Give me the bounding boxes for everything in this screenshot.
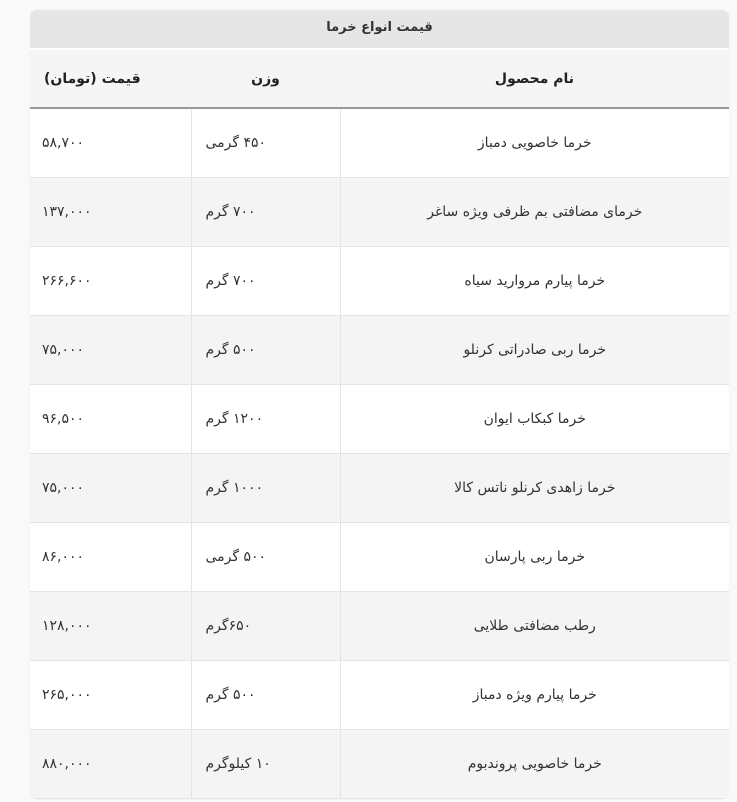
weight-value: ۵۰۰ گرمی <box>205 549 267 565</box>
price-cell: ۲۶۶,۶۰۰ <box>30 247 191 316</box>
weight-value: ۵۰۰ گرم <box>205 342 256 358</box>
price-cell: ۲۶۵,۰۰۰ <box>30 661 191 730</box>
table-row <box>30 385 729 454</box>
product-name-cell: خرما خاصویی دمباز <box>340 108 729 178</box>
weight-value: ۱۲۰۰ گرم <box>205 411 264 427</box>
weight-value: ۱۰۰۰ گرم <box>205 480 264 496</box>
weight-cell <box>191 454 340 523</box>
table-row <box>30 523 729 592</box>
table-row <box>30 316 729 385</box>
column-header-product-name: نام محصول <box>340 50 729 108</box>
price-cell: ۱۳۷,۰۰۰ <box>30 178 191 247</box>
table-row <box>30 661 729 730</box>
price-cell: ۷۵,۰۰۰ <box>30 454 191 523</box>
weight-cell <box>191 316 340 385</box>
weight-cell <box>191 730 340 799</box>
column-header-price: قیمت (تومان) <box>30 50 191 108</box>
table-row <box>30 178 729 247</box>
weight-cell <box>191 592 340 661</box>
price-cell: ۱۲۸,۰۰۰ <box>30 592 191 661</box>
table-body <box>30 108 729 799</box>
product-name-cell: خرما پیارم ویژه دمباز <box>340 661 729 730</box>
product-name-cell: خرما کبکاب ایوان <box>340 385 729 454</box>
product-name-cell: خرما خاصویی پروندبوم <box>340 730 729 799</box>
weight-value: ۱۰ کیلوگرم <box>205 756 271 772</box>
table-row <box>30 592 729 661</box>
weight-value: ۷۰۰ گرم <box>205 273 256 289</box>
price-cell: ۷۵,۰۰۰ <box>30 316 191 385</box>
weight-cell <box>191 523 340 592</box>
weight-value: ۷۰۰ گرم <box>205 204 256 220</box>
price-cell: ۹۶,۵۰۰ <box>30 385 191 454</box>
weight-value: ۴۵۰ گرمی <box>205 135 267 151</box>
weight-cell <box>191 247 340 316</box>
date-price-table-container <box>30 10 729 799</box>
product-name-cell: رطب مضافتی طلایی <box>340 592 729 661</box>
date-price-table <box>30 50 729 799</box>
table-row <box>30 730 729 799</box>
column-header-weight: وزن <box>191 50 340 108</box>
weight-cell <box>191 385 340 454</box>
product-name-cell: خرما پیارم مروارید سیاه <box>340 247 729 316</box>
product-name-cell: خرمای مضافتی بم ظرفی ویژه ساغر <box>340 178 729 247</box>
table-row <box>30 454 729 523</box>
weight-cell <box>191 178 340 247</box>
price-cell: ۵۸,۷۰۰ <box>30 108 191 178</box>
product-name-cell: خرما زاهدی کرنلو ناتس کالا <box>340 454 729 523</box>
weight-cell <box>191 661 340 730</box>
price-cell: ۸۶,۰۰۰ <box>30 523 191 592</box>
weight-value: ۵۰۰ گرم <box>205 687 256 703</box>
table-header <box>30 50 729 108</box>
table-caption: قیمت انواع خرما <box>30 10 729 50</box>
header-row <box>30 50 729 108</box>
product-name-cell: خرما ربی پارسان <box>340 523 729 592</box>
price-cell: ۸۸۰,۰۰۰ <box>30 730 191 799</box>
table-row <box>30 108 729 178</box>
table-row <box>30 247 729 316</box>
weight-cell <box>191 108 340 178</box>
product-name-cell: خرما ربی صادراتی کرنلو <box>340 316 729 385</box>
weight-value: ۶۵۰گرم <box>205 618 252 634</box>
